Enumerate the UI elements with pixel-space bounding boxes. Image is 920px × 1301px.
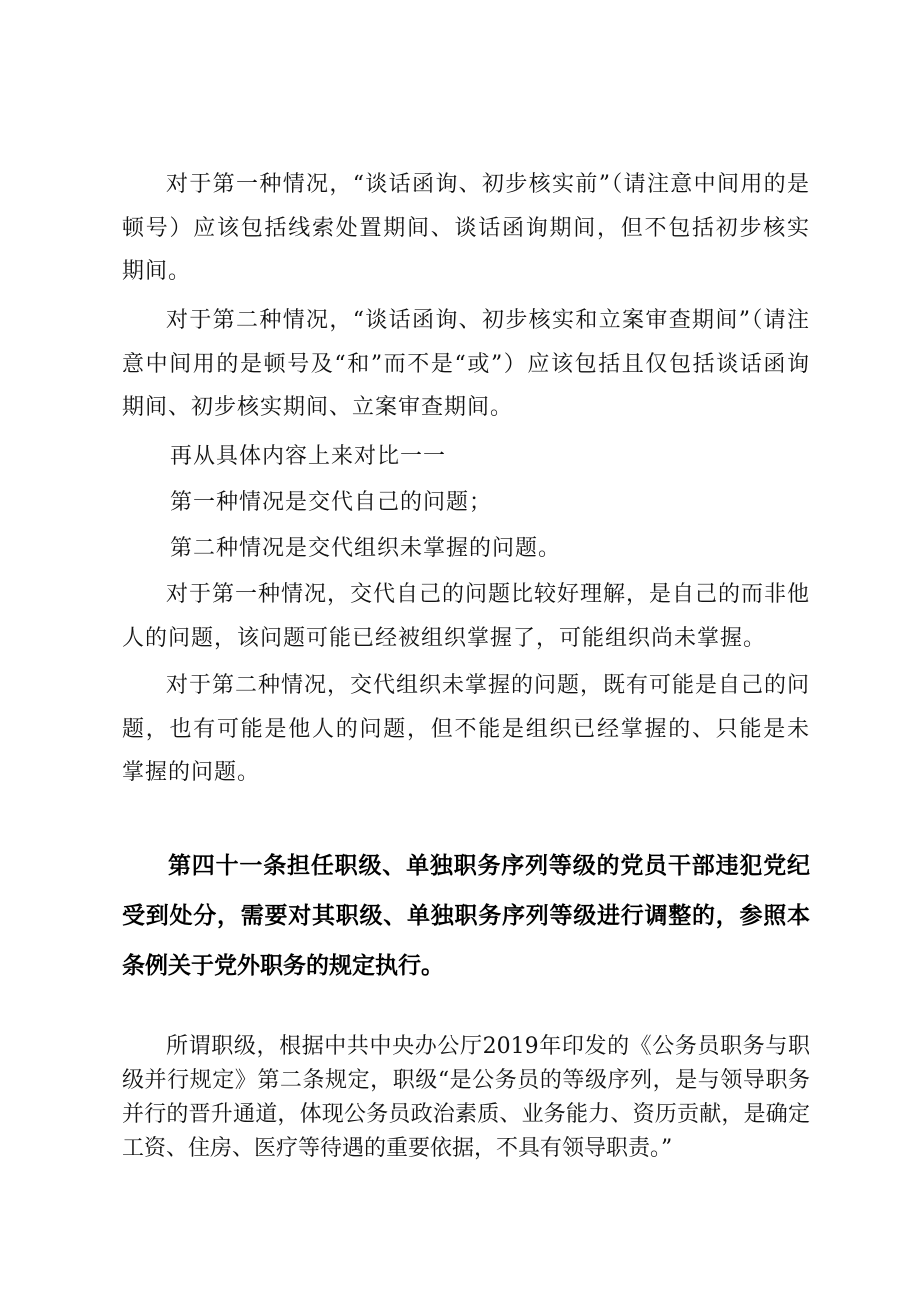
paragraph-first-case-scope: 对于第一种情况，“谈话函询、初步核实前”（请注意中间用的是顿号）应该包括线索处置期间、谈话函询期间，但不包括初步核实期间。 xyxy=(122,172,810,284)
paragraph-first-case-content: 第一种情况是交代自己的问题； xyxy=(170,490,493,515)
article-41-heading: 第四十一条担任职级、单独职务序列等级的党员干部违犯党纪受到处分，需要对其职级、单独职务序列等级进行调整的，参照本条例关于党外职务的规定执行。 xyxy=(122,853,810,979)
paragraph-second-case-content: 第二种情况是交代组织未掌握的问题。 xyxy=(170,536,562,561)
paragraph-rank-definition: 所谓职级，根据中共中央办公厅2019年印发的《公务员职务与职级并行规定》第二条规定，职级“是公务员的等级序列，是与领导职务并行的晋升通道，体现公务员政治素质、业务能力、资历贡献，是确定工资、住房、医疗等待遇的重要依据，不具有领导职责。” xyxy=(122,1034,810,1161)
paragraph-second-case-explanation: 对于第二种情况，交代组织未掌握的问题，既有可能是自己的问题，也有可能是他人的问题，但不能是组织已经掌握的、只能是未掌握的问题。 xyxy=(122,673,811,785)
paragraph-first-case-explanation: 对于第一种情况，交代自己的问题比较好理解，是自己的而非他人的问题，该问题可能已经被组织掌握了，可能组织尚未掌握。 xyxy=(122,582,811,651)
paragraph-second-case-scope: 对于第二种情况，“谈话函询、初步核实和立案审查期间”（请注意中间用的是顿号及“和”而不是“或”）应该包括且仅包括谈话函询期间、初步核实期间、立案审查期间。 xyxy=(122,308,810,420)
paragraph-compare-intro: 再从具体内容上来对比一一 xyxy=(170,444,447,469)
